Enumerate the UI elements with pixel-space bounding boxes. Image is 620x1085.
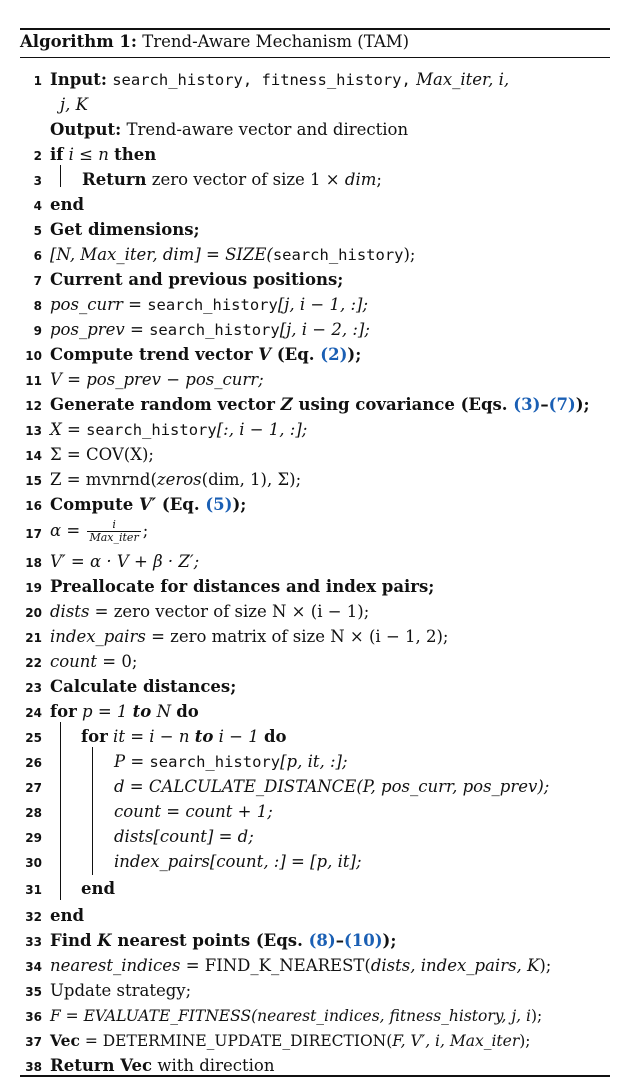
line-11: V = pos_prev − pos_curr; — [50, 370, 264, 389]
keyword: Vec — [50, 1031, 80, 1050]
line-29: dists[count] = d; — [114, 827, 254, 846]
line-number: 6 — [33, 249, 42, 263]
line-6 — [50, 244, 416, 266]
math-text: count — [50, 652, 98, 671]
algorithm-name: Trend-Aware Mechanism (TAM) — [142, 32, 410, 51]
math-text: it = i − n — [113, 727, 190, 746]
line-12 — [50, 394, 590, 416]
math-text: i ≤ n — [68, 145, 109, 164]
line-number: 7 — [33, 274, 42, 288]
equation-link[interactable]: (3) — [513, 395, 541, 414]
line-number: 30 — [25, 856, 42, 870]
line-26 — [114, 751, 348, 773]
math-text: F = EVALUATE_FITNESS( — [50, 1007, 258, 1025]
line-7: Current and previous positions; — [50, 270, 344, 289]
line-23: Calculate distances; — [50, 677, 237, 696]
math-text: [p, it, :]; — [280, 752, 348, 771]
math-text: dim — [344, 170, 377, 189]
plain-text: ; — [376, 170, 382, 189]
line-4: end — [50, 195, 85, 214]
line-32: end — [50, 906, 85, 925]
plain-text: ); — [519, 1032, 531, 1050]
code-text: search_history — [272, 246, 404, 264]
math-text: i − 1 — [218, 727, 259, 746]
plain-text: ); — [575, 395, 590, 414]
line-number: 14 — [25, 449, 42, 463]
line-number: 8 — [33, 299, 42, 313]
line-number: 36 — [25, 1010, 42, 1024]
math-text: pos_prev — [50, 320, 125, 339]
plain-text: Compute — [50, 495, 134, 514]
line-number: 31 — [25, 883, 42, 897]
plain-text: (dim, 1), Σ); — [201, 470, 302, 489]
line-number: 12 — [25, 399, 42, 413]
math-text: K — [97, 931, 112, 950]
math-text: F, V′, i, Max_iter — [392, 1032, 520, 1050]
line-28: count = count + 1; — [114, 802, 273, 821]
keyword: Return — [82, 170, 147, 189]
line-33 — [50, 930, 396, 952]
line-21 — [50, 626, 449, 648]
math-text: dists, index_pairs, K — [370, 956, 540, 975]
fraction-numerator: i — [87, 519, 140, 532]
line-number: 28 — [25, 806, 42, 820]
math-text: [j, i − 2, :]; — [279, 320, 370, 339]
line-number: 23 — [25, 681, 42, 695]
plain-text: ; — [142, 521, 149, 540]
code-text: search_history — [149, 321, 280, 339]
plain-text: – — [335, 931, 344, 950]
line-number: 4 — [33, 199, 42, 213]
line-17 — [50, 517, 148, 545]
line-14: Σ = COV(X); — [50, 445, 154, 464]
line-number: 9 — [33, 324, 42, 338]
line-1-cont: j, K — [60, 95, 88, 114]
line-number: 22 — [25, 656, 42, 670]
line-number: 10 — [25, 349, 42, 363]
line-number: 18 — [25, 556, 42, 570]
plain-text: = — [122, 295, 148, 314]
line-31: end — [81, 879, 116, 898]
line-9 — [50, 319, 370, 341]
plain-text: (Eq. — [161, 495, 200, 514]
line-36 — [50, 1005, 542, 1027]
line-number: 15 — [25, 474, 42, 488]
plain-text: with direction — [157, 1056, 275, 1075]
line-number: 35 — [25, 985, 42, 999]
loop-bar-inner — [92, 747, 93, 875]
plain-text: Compute trend vector — [50, 345, 253, 364]
title-rule — [20, 57, 610, 58]
code-text: search_history, fitness_history, — [112, 71, 411, 89]
line-24 — [50, 701, 199, 723]
line-37 — [50, 1030, 531, 1052]
keyword: for — [81, 727, 108, 746]
plain-text: Generate random vector — [50, 395, 275, 414]
algorithm-title — [20, 30, 409, 54]
line-35: Update strategy; — [50, 981, 192, 1000]
line-25 — [81, 726, 287, 748]
math-text: dists — [50, 602, 90, 621]
line-number: 21 — [25, 631, 42, 645]
math-text: index_pairs — [50, 627, 146, 646]
math-text: P = — [114, 752, 150, 771]
line-number: 2 — [33, 149, 42, 163]
keyword: if — [50, 145, 64, 164]
line-number: 5 — [33, 224, 42, 238]
line-number: 27 — [25, 781, 42, 795]
math-text: N — [156, 702, 171, 721]
equation-link[interactable]: (10) — [343, 931, 383, 950]
keyword: to — [194, 727, 214, 746]
line-number: 16 — [25, 499, 42, 513]
output-line — [50, 119, 408, 141]
plain-text: (Eq. — [276, 345, 315, 364]
math-text: [N, Max_iter, dim] = SIZE( — [50, 245, 273, 264]
math-text: [:, i − 1, :]; — [216, 420, 308, 439]
output-text: Trend-aware vector and direction — [126, 120, 409, 139]
plain-text: = 0; — [97, 652, 138, 671]
line-5: Get dimensions; — [50, 220, 200, 239]
line-15 — [50, 469, 301, 491]
line-number: 34 — [25, 960, 42, 974]
block-bar — [60, 165, 61, 187]
equation-link[interactable]: (8) — [308, 931, 336, 950]
math-text: α = — [50, 521, 81, 540]
math-text: nearest_indices — [50, 956, 181, 975]
keyword: do — [176, 702, 199, 721]
plain-text: nearest points (Eqs. — [117, 931, 303, 950]
line-number: 37 — [25, 1035, 42, 1049]
line-3 — [82, 169, 382, 191]
algorithm-label: Algorithm 1: — [20, 32, 137, 51]
plain-text: ); — [403, 245, 416, 264]
line-30: index_pairs[count, :] = [p, it]; — [114, 852, 362, 871]
line-19: Preallocate for distances and index pairs; — [50, 577, 435, 596]
math-text: nearest_indices, fitness_history, j, i — [257, 1007, 531, 1025]
line-number: 25 — [25, 731, 42, 745]
plain-text: – — [540, 395, 549, 414]
line-number: 33 — [25, 935, 42, 949]
keyword: then — [114, 145, 157, 164]
math-text: Z — [280, 395, 293, 414]
plain-text: ); — [382, 931, 397, 950]
math-text: V′ — [139, 495, 157, 514]
line-number: 3 — [33, 174, 42, 188]
equation-link[interactable]: (2) — [320, 345, 348, 364]
line-27: d = CALCULATE_DISTANCE(P, pos_curr, pos_prev); — [114, 777, 550, 796]
line-number: 11 — [25, 374, 42, 388]
math-text: pos_curr — [50, 295, 123, 314]
math-text: V — [258, 345, 272, 364]
keyword: for — [50, 702, 77, 721]
math-text: X = — [50, 420, 87, 439]
plain-text: zero vector of size 1 × — [151, 170, 340, 189]
plain-text: Find — [50, 931, 92, 950]
plain-text: = FIND_K_NEAREST( — [180, 956, 371, 975]
line-1 — [50, 69, 509, 91]
line-number: 17 — [25, 527, 42, 541]
math-text: p = 1 — [82, 702, 128, 721]
line-18: V′ = α · V + β · Z′; — [50, 552, 200, 571]
line-10 — [50, 344, 361, 366]
plain-text: ); — [232, 495, 247, 514]
line-number: 29 — [25, 831, 42, 845]
line-number: 13 — [25, 424, 42, 438]
line-20 — [50, 601, 369, 623]
code-text: search_history — [149, 753, 281, 771]
plain-text: ); — [530, 1007, 543, 1025]
line-number: 32 — [25, 910, 42, 924]
line-16 — [50, 494, 246, 516]
keyword: Return Vec — [50, 1056, 153, 1075]
plain-text: ); — [347, 345, 362, 364]
line-number: 38 — [25, 1060, 42, 1074]
line-number: 24 — [25, 706, 42, 720]
line-38 — [50, 1055, 274, 1077]
plain-text: using covariance (Eqs. — [298, 395, 508, 414]
plain-text: ); — [539, 956, 552, 975]
keyword: Input: — [50, 70, 107, 89]
keyword: to — [132, 702, 152, 721]
line-number: 26 — [25, 756, 42, 770]
line-13 — [50, 419, 307, 441]
plain-text: Z = mvnrnd( — [50, 470, 157, 489]
line-22 — [50, 651, 137, 673]
keyword: Output: — [50, 120, 122, 139]
line-8 — [50, 294, 368, 316]
plain-text: = zero matrix of size N × (i − 1, 2); — [145, 627, 449, 646]
line-number: 19 — [25, 581, 42, 595]
plain-text: = zero vector of size N × (i − 1); — [89, 602, 370, 621]
line-2 — [50, 144, 156, 166]
math-text: [j, i − 1, :]; — [277, 295, 369, 314]
line-number: 1 — [33, 74, 42, 88]
math-text: Max_iter, i, — [416, 70, 510, 89]
fraction-denominator: Max_iter — [89, 531, 139, 544]
equation-link[interactable]: (5) — [205, 495, 233, 514]
bottom-rule — [20, 1075, 610, 1077]
loop-bar-outer — [60, 722, 61, 900]
code-text: search_history — [86, 421, 217, 439]
keyword: do — [263, 727, 287, 746]
equation-link[interactable]: (7) — [548, 395, 576, 414]
plain-text: = DETERMINE_UPDATE_DIRECTION( — [79, 1032, 393, 1050]
plain-text: = — [124, 320, 150, 339]
fraction — [87, 519, 140, 544]
math-text: zeros — [156, 470, 202, 489]
code-text: search_history — [147, 296, 278, 314]
line-number: 20 — [25, 606, 42, 620]
line-34 — [50, 955, 551, 977]
